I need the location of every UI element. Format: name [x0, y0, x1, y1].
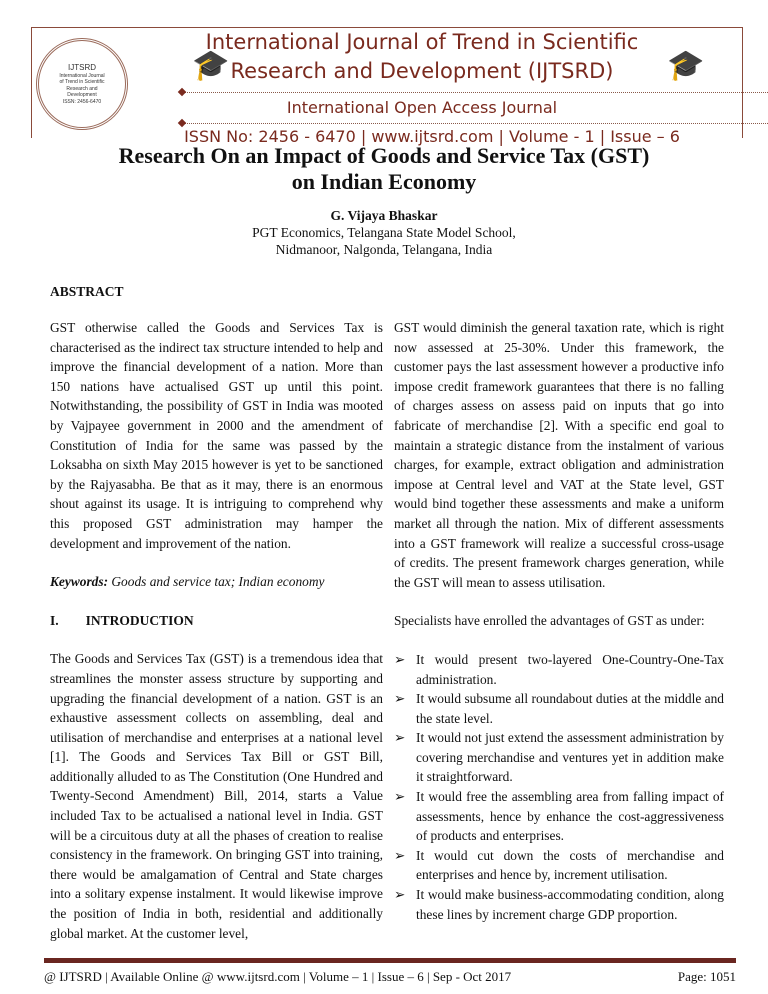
- list-item: ➢ It would make business-accommodating condition, along these lines by increment charge GDP proportion.: [394, 885, 724, 924]
- advantages-list: [394, 650, 724, 924]
- abstract-heading: ABSTRACT: [50, 284, 124, 299]
- keywords-label: Keywords:: [50, 574, 109, 590]
- title-line: Research On an Impact of Goods and Service Tax (GST): [118, 143, 650, 168]
- paper-title: [0, 143, 768, 195]
- keywords: [50, 572, 383, 592]
- journal-logo: [36, 38, 128, 130]
- footer-text: @ IJTSRD | Available Online @ www.ijtsrd.com | Volume – 1 | Issue – 6 | Sep - Oct 2017: [44, 969, 512, 984]
- body-paragraph: Specialists have enrolled the advantages of GST as under:: [394, 613, 705, 629]
- affiliation: Nidmanoor, Nalgonda, Telangana, India: [275, 242, 493, 257]
- journal-name-line1: International Journal of Trend in Scientific: [205, 30, 639, 54]
- author-block: [0, 207, 768, 258]
- logo-text: ISSN: 2456-6470: [62, 98, 102, 105]
- title-line: on Indian Economy: [291, 169, 477, 194]
- journal-header: [31, 27, 743, 146]
- list-item: ➢ It would present two-layered One-Country-One-Tax administration.: [394, 650, 724, 689]
- journal-subtitle: International Open Access Journal: [286, 98, 558, 117]
- page-number: Page: 1051: [677, 969, 736, 984]
- graduation-cap-icon: 🎓: [667, 49, 705, 82]
- author-name: G. Vijaya Bhaskar: [330, 208, 438, 223]
- list-item: ➢ It would free the assembling area from falling impact of assessments, hence by enhance the cost-aggressiveness of products and enterprises.: [394, 787, 724, 846]
- section-heading: I. INTRODUCTION: [50, 612, 194, 628]
- logo-text: Development: [67, 92, 97, 99]
- affiliation: PGT Economics, Telangana State Model School,: [252, 225, 516, 240]
- list-item: ➢ It would not just extend the assessment administration by covering merchandise and ventures yet in addition make it straightforward.: [394, 728, 724, 787]
- graduation-cap-icon: 🎓: [192, 49, 230, 82]
- footer-rule: [44, 958, 736, 963]
- list-item: ➢ It would subsume all roundabout duties at the middle and the state level.: [394, 689, 724, 728]
- keywords-text: Goods and service tax; Indian economy: [108, 574, 325, 590]
- right-column: [394, 318, 724, 924]
- list-item: ➢ It would cut down the costs of merchandise and enterprises and hence by, increment utilisation.: [394, 846, 724, 885]
- divider: [182, 123, 768, 124]
- left-column: [50, 318, 383, 962]
- journal-name-line2: Research and Development (IJTSRD): [230, 59, 614, 83]
- logo-text: Research and: [66, 85, 98, 92]
- logo-text: IJTSRD: [68, 62, 96, 72]
- abstract-text: GST otherwise called the Goods and Services Tax is characterised as the indirect tax structure intended to help and improve the financial development of a nation. More than 150 nations have actualised GST up until this point. Notwithstanding, the possibility of GST in India was mooted by Vajpayee government in 2000 and the amendment of Constitution of India for the same was passed by the Loksabha on sixth May 2015 however is yet to be sanctioned by the Rajyasabha. Be that as it may, there is an enormous shout against its usage. It is intriguing to comprehend why this proposed GST administration may hamper the development and improvement of the nation.: [50, 320, 383, 551]
- body-paragraph: GST would diminish the general taxation rate, which is right now assessed at 25-30%. Under this framework, the customer pays the last assessment however a productive info impose credit framework guarantees that there is no falling of charges assess on assess paid on inputs that go into fabricate of merchandise [2]. With a specific end goal to maintain a strategic distance from the instalment of various charges, for example, extract obligation and administration impose at Central level and VAT at the State level, GST would bind together these assessments and make a uniform market all through the nation. Mix of different assessments into a GST framework will realize a successful cross-usage of credits. The present framework charges generation, while the GST will mean to assess utilisation.: [394, 320, 724, 590]
- logo-text: of Trend in Scientific: [59, 79, 105, 86]
- intro-text: The Goods and Services Tax (GST) is a tremendous idea that streamlines the monster assess structure by supporting and upgrading the financial development of a nation. GST is an exhaustive assessment collects on assembling, deal and utilisation of merchandise and enterprises at a national level [1]. The Goods and Services Tax Bill or GST Bill, additionally alluded to as The Constitution (One Hundred and Twenty-Second Amendment) Bill, 2014, starts a Value included Tax to be actualised a national level in India. GST will be a circuitous duty at all the phases of creation to realise consistency in the framework. On bringing GST into training, there would be amalgamation of Central and State charges into a solitary expense instalment. It would likewise improve the position of India in both, residential and additionally global market. At the customer level,: [50, 651, 383, 941]
- issn-line: ISSN No: 2456 - 6470 | www.ijtsrd.com | Volume - 1 | Issue – 6: [184, 127, 680, 146]
- divider: [182, 92, 768, 93]
- logo-text: International Journal: [59, 72, 105, 79]
